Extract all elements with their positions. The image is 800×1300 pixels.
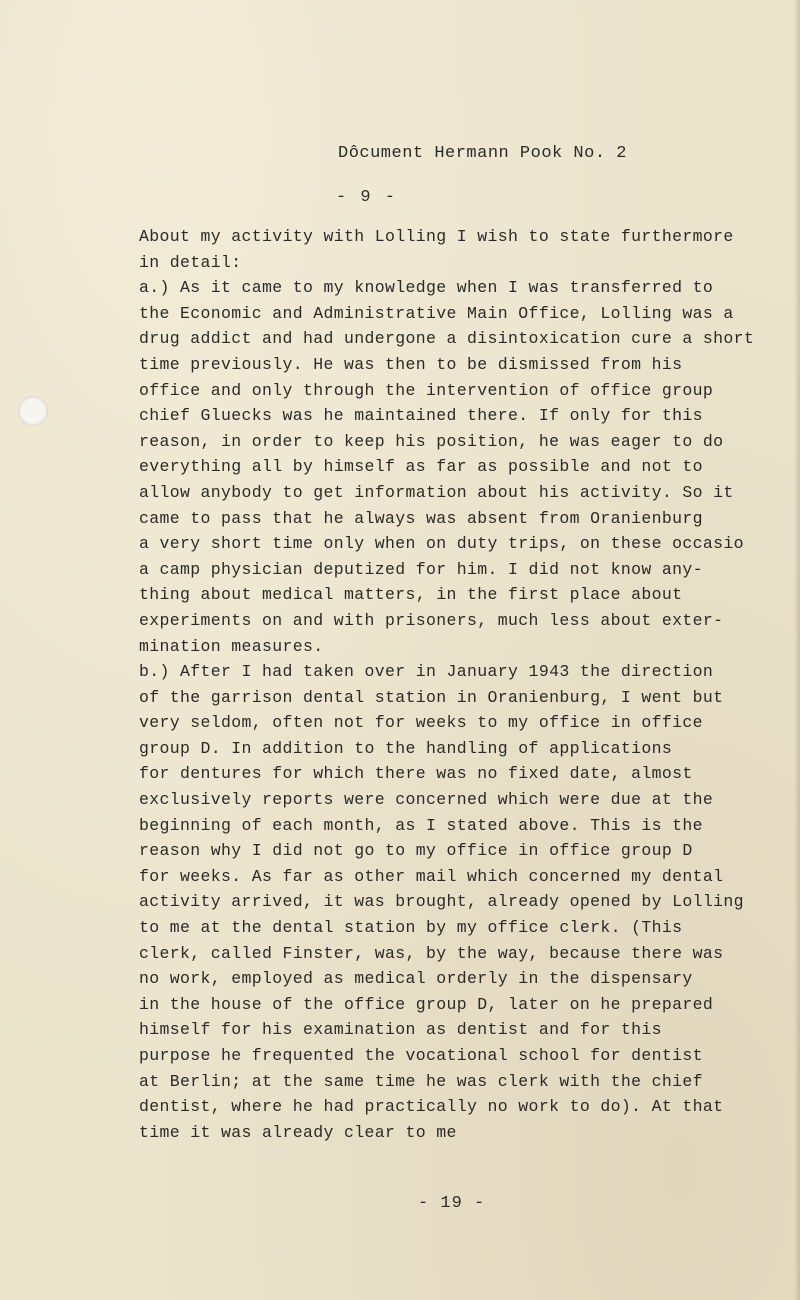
text-line: very seldom, often not for weeks to my office in office bbox=[139, 713, 703, 733]
text-line: in detail: bbox=[139, 252, 242, 272]
text-line: to me at the dental station by my office clerk. (This bbox=[139, 918, 683, 938]
text-line: the Economic and Administrative Main Office, Lolling was a bbox=[139, 303, 734, 323]
page-edge-shadow bbox=[794, 0, 800, 1300]
text-line: for weeks. As far as other mail which concerned my dental bbox=[139, 866, 724, 886]
text-line: of the garrison dental station in Oranienburg, I went but bbox=[139, 687, 724, 707]
text-line: dentist, where he had practically no work to do). At that bbox=[139, 1097, 724, 1117]
text-line: group D. In addition to the handling of applications bbox=[139, 738, 673, 758]
text-line: clerk, called Finster, was, by the way, because there was bbox=[139, 943, 724, 963]
text-line: reason why I did not go to my office in office group D bbox=[139, 841, 693, 861]
text-line: in the house of the office group D, later on he prepared bbox=[139, 994, 714, 1014]
document-header: Dôcument Hermann Pook No. 2 bbox=[338, 144, 627, 163]
text-line: himself for his examination as dentist and for this bbox=[139, 1020, 662, 1040]
text-line: for dentures for which there was no fixed date, almost bbox=[139, 764, 693, 784]
text-line: allow anybody to get information about his activity. So it bbox=[139, 482, 734, 502]
text-line: came to pass that he always was absent from Oranienburg bbox=[139, 508, 703, 528]
text-line: About my activity with Lolling I wish to state furthermore bbox=[139, 227, 734, 246]
text-line: experiments on and with prisoners, much less about exter- bbox=[139, 610, 724, 630]
text-line: beginning of each month, as I stated above. This is the bbox=[139, 815, 703, 835]
text-line: chief Gluecks was he maintained there. If only for this bbox=[139, 406, 703, 426]
text-line: drug addict and had undergone a disintoxication cure a short bbox=[139, 329, 755, 349]
page-footer-number: - 19 - bbox=[418, 1194, 486, 1213]
text-line: a very short time only when on duty trips, on these occasio bbox=[139, 534, 744, 554]
text-line: everything all by himself as far as possible and not to bbox=[139, 457, 703, 477]
body-text bbox=[139, 224, 779, 1145]
text-line: time it was already clear to me bbox=[139, 1122, 457, 1142]
text-line: office and only through the intervention of office group bbox=[139, 380, 714, 400]
text-line: at Berlin; at the same time he was clerk with the chief bbox=[139, 1071, 703, 1091]
text-line: thing about medical matters, in the first place about bbox=[139, 585, 683, 605]
text-line: a.) As it came to my knowledge when I was transferred to bbox=[139, 278, 714, 298]
text-line: b.) After I had taken over in January 1943 the direction bbox=[139, 662, 714, 682]
text-line: mination measures. bbox=[139, 636, 324, 656]
text-line: no work, employed as medical orderly in the dispensary bbox=[139, 969, 693, 989]
text-line: reason, in order to keep his position, he was eager to do bbox=[139, 431, 724, 451]
text-line: activity arrived, it was brought, already opened by Lolling bbox=[139, 892, 744, 912]
punch-hole bbox=[18, 396, 48, 426]
page-marker: - 9 - bbox=[336, 188, 398, 207]
text-line: exclusively reports were concerned which were due at the bbox=[139, 790, 714, 810]
text-line: a camp physician deputized for him. I did not know any- bbox=[139, 559, 703, 579]
text-line: purpose he frequented the vocational school for dentist bbox=[139, 1046, 703, 1065]
text-line: time previously. He was then to be dismissed from his bbox=[139, 354, 683, 374]
